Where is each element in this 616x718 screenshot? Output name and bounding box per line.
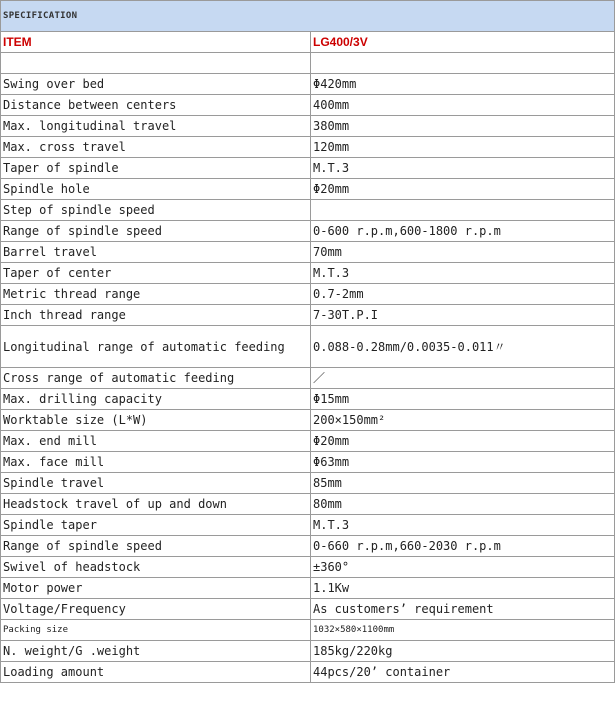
spec-value: 120mm (311, 137, 615, 158)
spec-value: Φ15mm (311, 389, 615, 410)
table-title-row (1, 1, 615, 32)
table-row (1, 200, 615, 221)
table-header-row (1, 32, 615, 53)
spec-value: 44pcs/20’ container (311, 662, 615, 683)
table-title: SPECIFICATION (1, 1, 615, 32)
table-row (1, 452, 615, 473)
empty-cell (311, 53, 615, 74)
spec-value: Φ20mm (311, 431, 615, 452)
table-row (1, 662, 615, 683)
empty-cell (1, 53, 311, 74)
spec-value: 1.1Kw (311, 578, 615, 599)
spec-label: Barrel travel (1, 242, 311, 263)
spec-value: 185kg/220kg (311, 641, 615, 662)
table-row (1, 515, 615, 536)
spec-label: Metric thread range (1, 284, 311, 305)
spec-label: Range of spindle speed (1, 536, 311, 557)
spec-value: ／ (311, 368, 615, 389)
table-row (1, 326, 615, 368)
spec-value (311, 200, 615, 221)
spec-value: As customers’ requirement (311, 599, 615, 620)
table-row (1, 641, 615, 662)
spec-label: Headstock travel of up and down (1, 494, 311, 515)
spec-value: M.T.3 (311, 158, 615, 179)
spec-label: Taper of spindle (1, 158, 311, 179)
spec-value: 200×150mm² (311, 410, 615, 431)
spec-value: 0.088-0.28mm/0.0035-0.011〃 (311, 326, 615, 368)
spec-label: Swivel of headstock (1, 557, 311, 578)
spec-value: Φ63mm (311, 452, 615, 473)
spec-label: Max. end mill (1, 431, 311, 452)
spec-value: 1032×580×1100mm (311, 620, 615, 641)
spec-value: Φ420mm (311, 74, 615, 95)
table-row (1, 494, 615, 515)
table-row (1, 116, 615, 137)
table-row (1, 179, 615, 200)
table-row (1, 221, 615, 242)
column-header-item: ITEM (1, 32, 311, 53)
spec-value: 70mm (311, 242, 615, 263)
table-row (1, 74, 615, 95)
spec-label: Max. face mill (1, 452, 311, 473)
spec-value: 80mm (311, 494, 615, 515)
spec-label: Distance between centers (1, 95, 311, 116)
spec-label: Motor power (1, 578, 311, 599)
table-row (1, 431, 615, 452)
table-row (1, 536, 615, 557)
table-row (1, 578, 615, 599)
table-row (1, 599, 615, 620)
table-row (1, 284, 615, 305)
spec-label: Packing size (1, 620, 311, 641)
spec-label: Spindle travel (1, 473, 311, 494)
spec-label: Inch thread range (1, 305, 311, 326)
spec-value: 380mm (311, 116, 615, 137)
table-row (1, 263, 615, 284)
spec-label: Max. cross travel (1, 137, 311, 158)
spec-value: 0-600 r.p.m,600-1800 r.p.m (311, 221, 615, 242)
table-row (1, 620, 615, 641)
spec-label: Worktable size (L*W) (1, 410, 311, 431)
table-row (1, 389, 615, 410)
spec-label: Voltage/Frequency (1, 599, 311, 620)
spec-value: M.T.3 (311, 515, 615, 536)
spec-label: Swing over bed (1, 74, 311, 95)
table-row (1, 305, 615, 326)
column-header-model: LG400/3V (311, 32, 615, 53)
table-row (1, 137, 615, 158)
table-row (1, 95, 615, 116)
spec-label: Loading amount (1, 662, 311, 683)
spec-label: Max. drilling capacity (1, 389, 311, 410)
table-row (1, 242, 615, 263)
table-row (1, 368, 615, 389)
spec-value: ±360° (311, 557, 615, 578)
spec-label: Longitudinal range of automatic feeding (1, 326, 311, 368)
spec-value: 0.7-2mm (311, 284, 615, 305)
spec-label: Spindle taper (1, 515, 311, 536)
table-row (1, 557, 615, 578)
table-row (1, 410, 615, 431)
spec-value: 85mm (311, 473, 615, 494)
spec-label: N. weight/G .weight (1, 641, 311, 662)
empty-row (1, 53, 615, 74)
spec-label: Taper of center (1, 263, 311, 284)
spec-value: 0-660 r.p.m,660-2030 r.p.m (311, 536, 615, 557)
spec-value: 7-30T.P.I (311, 305, 615, 326)
spec-value: M.T.3 (311, 263, 615, 284)
spec-label: Step of spindle speed (1, 200, 311, 221)
table-row (1, 473, 615, 494)
spec-label: Range of spindle speed (1, 221, 311, 242)
spec-label: Max. longitudinal travel (1, 116, 311, 137)
spec-value: Φ20mm (311, 179, 615, 200)
spec-value: 400mm (311, 95, 615, 116)
table-row (1, 158, 615, 179)
spec-label: Cross range of automatic feeding (1, 368, 311, 389)
spec-label: Spindle hole (1, 179, 311, 200)
